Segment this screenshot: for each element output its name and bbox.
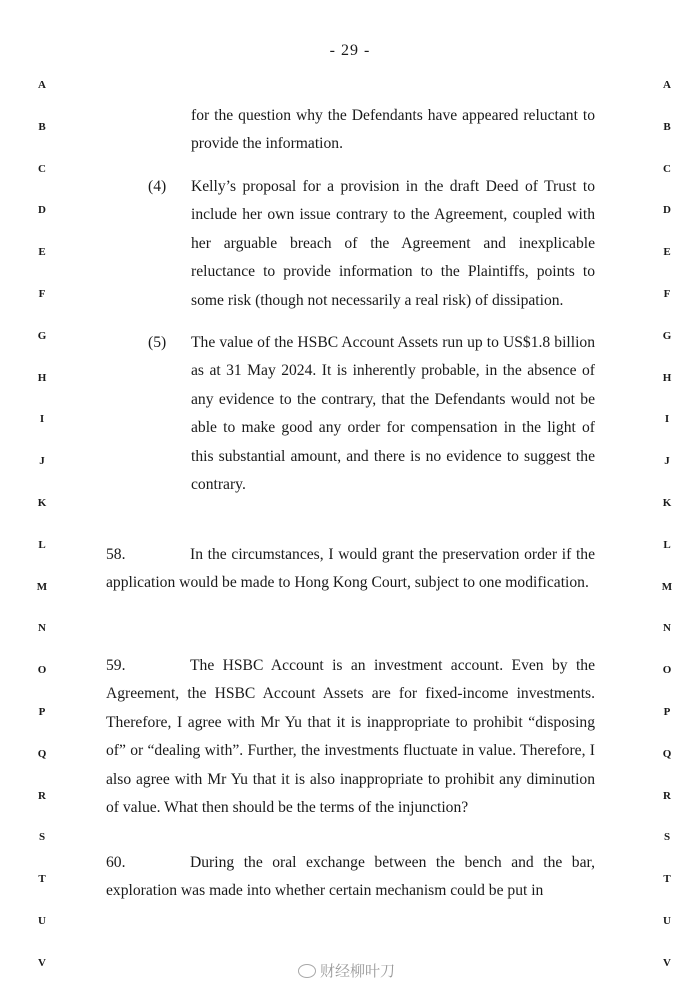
right-margin-letter-h: H [662,371,672,384]
right-margin-letter-k: K [662,497,672,509]
sub-item-text: The value of the HSBC Account Assets run up to US$1.8 billion as at 31 May 2024. It is inherently probable, in the absence of any evidence to the contrary, that the Defendants would not be able to make good any order for compensation in the light of this substantial amount, and there is no evidence to suggest the contrary. [191,334,595,494]
left-margin-letter-j: J [39,455,45,468]
page-number: - 29 - [329,42,371,59]
left-margin-letter-o: O [37,664,47,677]
sub-item-number: (5) [148,334,167,351]
left-margin-letter-r: R [38,789,46,802]
left-margin-letter-p: P [38,706,46,718]
paragraph-number: 60. [106,854,126,871]
watermark-text: 财经柳叶刀 [320,962,396,980]
right-margin-letter-o: O [662,664,672,677]
right-margin-letter-c: C [663,162,671,175]
left-margin-letter-i: I [39,413,45,426]
paragraph-number: 58. [106,546,126,563]
right-margin-letter-u: U [663,915,671,927]
paragraph [106,541,595,598]
watermark [298,960,395,981]
right-margin-letter-s: S [663,831,671,844]
right-margin-letter-m: M [661,580,673,593]
paragraph [106,849,595,906]
left-margin-letter-q: Q [37,747,47,760]
right-margin-letter-n: N [663,622,671,635]
right-margin-letter-t: T [663,873,671,886]
sub-item-number: (4) [148,178,167,195]
left-margin-letter-m: M [36,580,48,593]
right-margin-letter-d: D [663,204,671,217]
right-margin-letter-v: V [663,956,671,969]
left-margin-letter-v: V [38,956,46,969]
left-margin-letter-f: F [38,288,46,300]
right-margin-letter-l: L [663,538,671,551]
right-margin-letter-r: R [663,789,671,802]
left-margin-letter-l: L [38,538,46,551]
left-margin-letter-s: S [38,831,46,844]
left-margin-letter-u: U [38,915,46,927]
right-margin-letter-b: B [663,120,671,133]
left-margin-letter-b: B [38,120,46,133]
right-margin-letter-q: Q [662,747,672,760]
right-margin-letter-e: E [663,246,671,259]
right-margin-letter-g: G [662,329,672,342]
paragraph-text: The HSBC Account is an investment account. Even by the Agreement, the HSBC Account Assets are for fixed-income investments. Therefore, I agree with Mr Yu that it is inappropriate to prohibit “disposing of” or “dealing with”. Further, the investments fluctuate in value. Therefore, I also agree with Mr Yu that it is also inappropriate to prohibit any diminution of value. What then should be the terms of the injunction? [106,657,595,817]
paragraph-text: In the circumstances, I would grant the preservation order if the application would be made to Hong Kong Court, subject to one modification. [106,546,595,592]
left-margin-letter-d: D [38,204,46,217]
paragraph-number: 59. [106,657,126,674]
sub-item-text: Kelly’s proposal for a provision in the draft Deed of Trust to include her own issue contrary to the Agreement, coupled with her arguable breach of the Agreement and inexplicable reluctance to provide information to the Plaintiffs, points to some risk (though not necessarily a real risk) of dissipation. [191,178,595,309]
left-margin-letter-a: A [38,79,46,91]
left-margin-letter-g: G [37,329,47,342]
right-margin-letter-i: I [664,413,670,426]
paragraph-text: During the oral exchange between the bench and the bar, exploration was made into whether certain mechanism could be put in [106,854,595,900]
left-margin-letter-c: C [38,162,46,175]
left-margin-letter-k: K [37,497,47,509]
left-margin-letter-t: T [38,873,46,886]
left-margin-letter-n: N [38,622,46,635]
left-margin-letter-e: E [38,246,46,259]
right-margin-letter-f: F [663,288,671,300]
paragraph [106,652,595,822]
right-margin-letter-p: P [663,706,671,718]
right-margin-letter-j: J [664,455,670,468]
continuation-text: for the question why the Defendants have appeared reluctant to provide the information. [191,107,595,153]
weibo-icon [298,964,316,978]
right-margin-letter-a: A [663,79,671,91]
left-margin-letter-h: H [37,371,47,384]
